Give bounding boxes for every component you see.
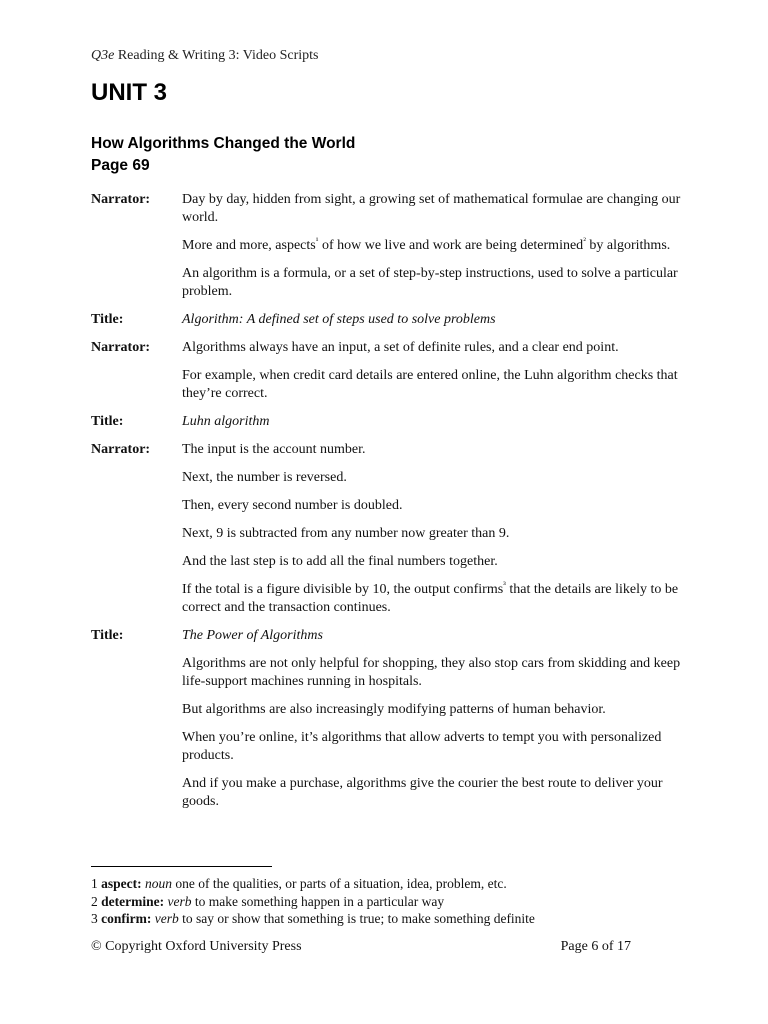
script-block [91, 339, 681, 413]
on-screen-title: Algorithm: A defined set of steps used to solve problems [182, 312, 496, 327]
footnote [91, 875, 535, 893]
narration-line: When you’re online, it’s algorithms that allow adverts to tempt you with personalized products. [182, 730, 662, 763]
narration-line: But algorithms are also increasingly modifying patterns of human behavior. [182, 702, 606, 717]
footnotes [91, 875, 535, 928]
series-code: Q3e [91, 48, 115, 63]
series-title: Reading & Writing 3: Video Scripts [114, 48, 319, 63]
page-reference: Page 69 [91, 157, 150, 174]
narration-line: Day by day, hidden from sight, a growing set of mathematical formulae are changing our world. [182, 192, 681, 225]
script-block [91, 655, 681, 821]
on-screen-title: The Power of Algorithms [182, 628, 323, 643]
speaker-label: Title: [91, 414, 124, 429]
section-heading [91, 133, 355, 177]
script-lines [182, 441, 681, 627]
speaker-label: Narrator: [91, 340, 151, 355]
script-lines [182, 655, 681, 821]
speaker-label [91, 655, 182, 821]
unit-title: UNIT 3 [91, 79, 168, 106]
narration-line: If the total is a figure divisible by 10, the output confirms$^{^3}$ that the details are likely to be correct and the transaction continues. [182, 579, 679, 615]
narration-line: And the last step is to add all the final numbers together. [182, 554, 498, 569]
narration-line: Next, 9 is subtracted from any number now greater than 9. [182, 526, 510, 541]
page-footer [91, 939, 631, 955]
narration-line: Algorithms always have an input, a set of definite rules, and a clear end point. [182, 340, 619, 355]
narration-line: And if you make a purchase, algorithms give the courier the best route to deliver your goods. [182, 776, 663, 809]
footnote-term: determine: [101, 893, 165, 909]
footnote-marker: ³ [503, 579, 506, 590]
footnote-def: to say or show that something is true; to make something definite [178, 911, 535, 926]
footnote-term: confirm: [101, 911, 152, 926]
script-lines [182, 311, 681, 339]
footnote-def: to make something happen in a particular way [191, 893, 445, 909]
script-lines [182, 339, 681, 413]
script-lines [182, 627, 681, 655]
page-number: Page 6 of 17 [560, 939, 631, 954]
video-script [91, 191, 681, 821]
copyright-notice: © Copyright Oxford University Press [91, 939, 302, 954]
on-screen-title: Luhn algorithm [182, 414, 270, 429]
speaker-label: Narrator: [91, 442, 151, 457]
footnote-num: 2 [91, 893, 102, 909]
footnote-marker: ² [583, 235, 586, 246]
narration-line: For example, when credit card details are entered online, the Luhn algorithm checks that they’re correct. [182, 368, 678, 401]
script-block [91, 413, 681, 441]
footnote-divider [91, 866, 272, 867]
footnote-num: 1 [91, 876, 102, 891]
footnote-pos: noun [145, 876, 172, 891]
script-block [91, 311, 681, 339]
footnote-term: aspect: [101, 876, 142, 891]
narration-line: Algorithms are not only helpful for shopping, they also stop cars from skidding and keep life-support machines running in hospitals. [182, 656, 681, 689]
narration-line: An algorithm is a formula, or a set of step-by-step instructions, used to solve a particular problem. [182, 266, 678, 299]
footnote [91, 910, 535, 928]
footnote-marker: ¹ [315, 235, 319, 246]
speaker-label: Narrator: [91, 192, 151, 207]
speaker-label: Title: [91, 628, 124, 643]
narration-line: More and more, aspects$^{^1}$ of how we live and work are being determined$^{^2}$ by algorithms. [182, 235, 671, 253]
narration-line: Next, the number is reversed. [182, 470, 347, 485]
script-block [91, 441, 681, 627]
footnote-num: 3 [91, 911, 102, 926]
script-lines [182, 413, 681, 441]
speaker-label: Title: [91, 312, 124, 327]
footnote-pos: verb [154, 911, 179, 926]
running-header [91, 48, 319, 64]
script-block [91, 627, 681, 655]
footnote-pos: verb [167, 893, 192, 909]
footnote-def: one of the qualities, or parts of a situation, idea, problem, etc. [172, 876, 507, 891]
video-title: How Algorithms Changed the World [91, 135, 356, 152]
footnote [91, 893, 535, 911]
narration-line: The input is the account number. [182, 442, 366, 457]
script-block [91, 191, 681, 311]
script-lines [182, 191, 681, 311]
narration-line: Then, every second number is doubled. [182, 498, 403, 513]
